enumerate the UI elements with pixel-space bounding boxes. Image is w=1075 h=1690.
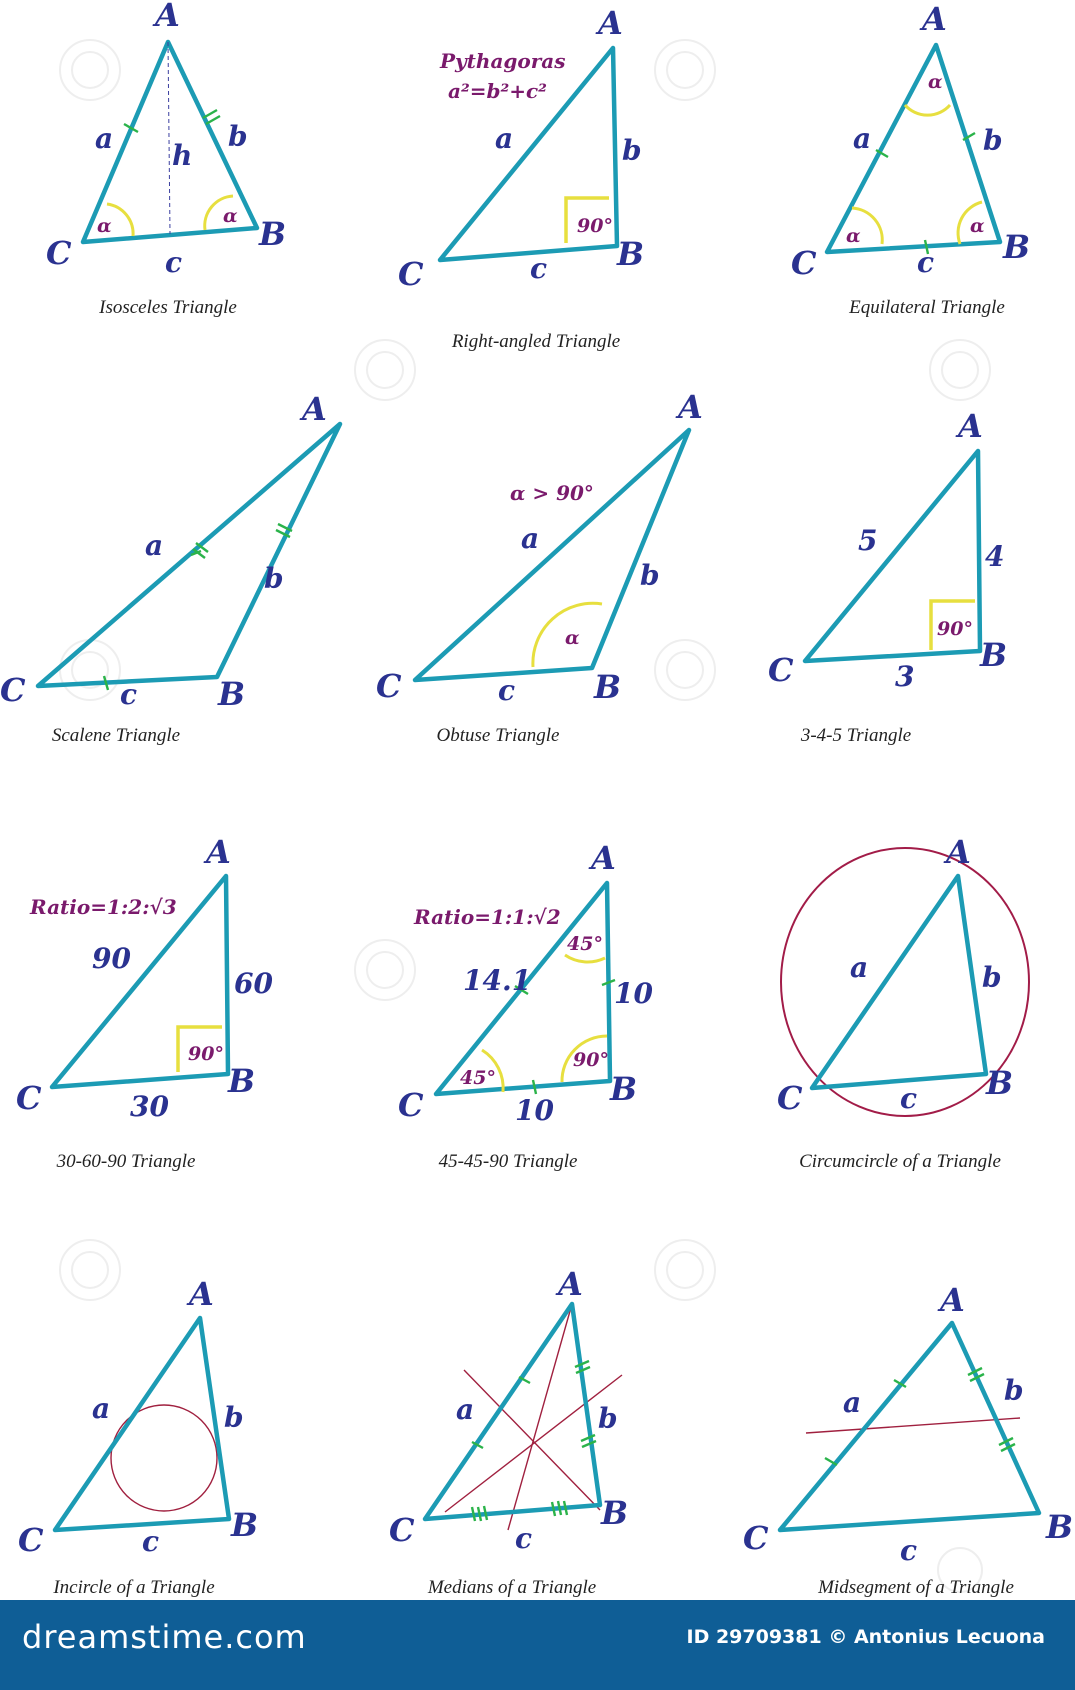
vertex-C: C <box>768 651 794 689</box>
midsegment-panel <box>743 1281 1073 1598</box>
vertex-C: C <box>0 671 26 709</box>
side-b: b <box>983 124 1003 157</box>
ratio-label: Ratio=1:1:√2 <box>414 905 561 929</box>
caption: Scalene Triangle <box>51 725 181 746</box>
circumcircle-triangle-shape <box>812 876 986 1088</box>
midsegment-triangle-shape <box>780 1323 1039 1530</box>
midsegment-line <box>806 1418 1020 1433</box>
side-a: a <box>495 122 514 155</box>
incircle-panel <box>18 1275 258 1598</box>
vertex-C: C <box>389 1511 415 1549</box>
side-a: a <box>95 122 114 155</box>
angle-label-top: 45° <box>567 933 603 955</box>
vertex-A: A <box>678 388 703 426</box>
angle-label: 90° <box>937 618 973 640</box>
vertex-A: A <box>958 407 983 445</box>
equilateral-triangle-panel <box>791 0 1030 318</box>
angle-label: 90° <box>577 215 613 237</box>
vertex-C: C <box>791 244 817 282</box>
vertex-C: C <box>46 234 72 272</box>
side-c: c <box>900 1534 918 1567</box>
circumcircle-panel <box>777 833 1029 1172</box>
vertex-A: A <box>206 833 231 871</box>
formula: a²=b²+c² <box>448 79 547 103</box>
vertex-A: A <box>946 833 971 871</box>
obtuse-triangle-panel <box>376 388 703 746</box>
vertex-B: B <box>986 1064 1014 1102</box>
side-b: 10 <box>614 977 653 1010</box>
vertex-C: C <box>777 1079 803 1117</box>
angle-arc-top <box>905 105 950 115</box>
vertex-B: B <box>617 235 645 273</box>
watermark-swirls <box>60 40 990 1592</box>
vertex-B: B <box>980 636 1008 674</box>
side-c: c <box>530 252 548 285</box>
vertex-B: B <box>1003 228 1031 266</box>
vertex-A: A <box>189 1275 214 1313</box>
height-label: h <box>172 139 193 172</box>
vertex-C: C <box>398 1086 424 1124</box>
caption: Equilateral Triangle <box>849 297 1005 318</box>
caption: 45-45-90 Triangle <box>438 1151 578 1172</box>
median-line <box>508 1304 572 1530</box>
obtuse-note: α > 90° <box>510 481 594 505</box>
caption: Obtuse Triangle <box>436 725 560 746</box>
angle-arc-top <box>565 955 605 962</box>
side-b: b <box>228 120 248 153</box>
side-b: b <box>598 1402 618 1435</box>
side-a: a <box>145 529 164 562</box>
formula-title: Pythagoras <box>440 49 566 73</box>
scalene-triangle-shape <box>38 424 340 686</box>
vertex-A: A <box>598 4 623 42</box>
caption: Medians of a Triangle <box>427 1577 597 1598</box>
forty-five-forty-five-ninety-triangle-panel <box>398 839 653 1172</box>
vertex-B: B <box>1046 1508 1074 1546</box>
side-b: 4 <box>985 540 1005 573</box>
vertex-A: A <box>155 0 180 34</box>
side-a: a <box>92 1392 111 1425</box>
vertex-A: A <box>922 0 947 38</box>
side-b: b <box>982 961 1002 994</box>
side-c: 30 <box>130 1090 169 1123</box>
isosceles-triangle-panel <box>46 0 286 318</box>
vertex-B: B <box>601 1494 629 1532</box>
ratio-label: Ratio=1:2:√3 <box>30 895 177 919</box>
scalene-triangle-panel <box>0 390 340 746</box>
medians-panel <box>389 1265 628 1598</box>
caption: Incircle of a Triangle <box>53 1577 215 1598</box>
footer-bar <box>0 1600 1075 1690</box>
angle-label-right: α <box>970 215 985 237</box>
side-a: a <box>456 1393 475 1426</box>
caption: 3-4-5 Triangle <box>800 725 912 746</box>
vertex-B: B <box>610 1070 638 1108</box>
side-c: c <box>515 1522 533 1555</box>
image-credit: ID 29709381 © Antonius Lecuona <box>686 1626 1045 1648</box>
obtuse-triangle-shape <box>415 430 689 680</box>
side-c: c <box>120 678 138 711</box>
side-a: a <box>521 522 540 555</box>
vertex-B: B <box>594 668 622 706</box>
vertex-B: B <box>231 1506 259 1544</box>
height-line <box>168 42 170 234</box>
caption: 30-60-90 Triangle <box>56 1151 196 1172</box>
side-c: c <box>498 674 516 707</box>
vertex-A: A <box>591 839 616 877</box>
vertex-C: C <box>743 1519 769 1557</box>
angle-label: α <box>565 627 580 649</box>
angle-label-right: α <box>223 205 238 227</box>
side-a: 5 <box>858 524 878 557</box>
side-b: b <box>264 562 284 595</box>
vertex-B: B <box>228 1062 256 1100</box>
angle-label: 90° <box>188 1043 224 1065</box>
vertex-C: C <box>18 1521 44 1559</box>
right-angled-triangle-panel <box>398 4 644 352</box>
vertex-A: A <box>302 390 327 428</box>
side-a: 90 <box>92 942 131 975</box>
vertex-C: C <box>376 667 402 705</box>
caption: Circumcircle of a Triangle <box>799 1151 1001 1172</box>
vertex-A: A <box>558 1265 583 1303</box>
vertex-A: A <box>940 1281 965 1319</box>
side-c: c <box>900 1082 918 1115</box>
median-line <box>464 1370 600 1510</box>
side-a: a <box>853 122 872 155</box>
vertex-B: B <box>259 215 287 253</box>
angle-label-top: α <box>928 71 943 93</box>
angle-label-left: α <box>97 215 112 237</box>
caption: Midsegment of a Triangle <box>818 1577 1014 1598</box>
side-c: 3 <box>895 660 915 693</box>
side-a: 14.1 <box>463 964 532 997</box>
three-four-five-triangle-panel <box>768 407 1007 746</box>
side-c: c <box>165 246 183 279</box>
side-c: 10 <box>515 1094 554 1127</box>
incircle-triangle-shape <box>55 1318 229 1530</box>
vertex-C: C <box>16 1079 42 1117</box>
side-b: b <box>622 134 642 167</box>
caption: Isosceles Triangle <box>99 297 237 318</box>
side-b: b <box>640 559 660 592</box>
side-b: b <box>224 1401 244 1434</box>
side-c: c <box>142 1525 160 1558</box>
vertex-B: B <box>218 675 246 713</box>
side-b: 60 <box>234 967 273 1000</box>
side-c: c <box>917 246 935 279</box>
brand-logo[interactable]: dreamstime.com <box>22 1618 307 1656</box>
angle-label-left: α <box>846 225 861 247</box>
side-a: a <box>850 951 869 984</box>
side-b: b <box>1004 1374 1024 1407</box>
caption: Right-angled Triangle <box>451 331 621 352</box>
angle-label-right: 90° <box>573 1049 609 1071</box>
side-a: a <box>843 1386 862 1419</box>
angle-label-left: 45° <box>460 1067 496 1089</box>
thirty-sixty-ninety-triangle-panel <box>16 833 273 1172</box>
vertex-C: C <box>398 255 424 293</box>
